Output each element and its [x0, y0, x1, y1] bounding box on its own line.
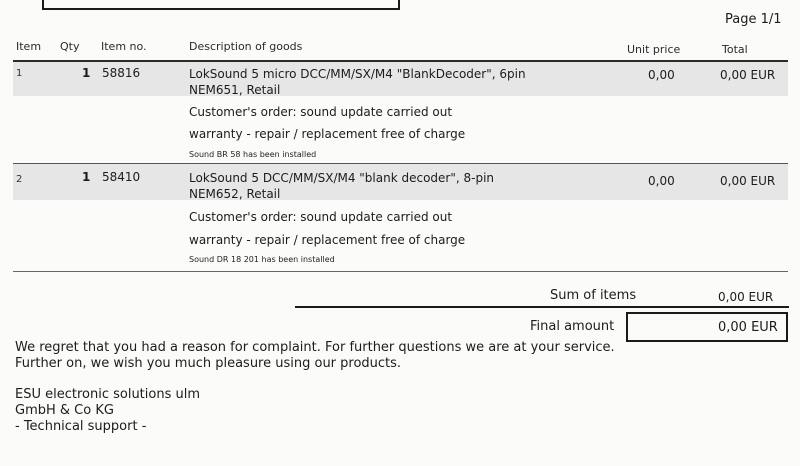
row-1-sound-note: Sound BR 58 has been installed — [189, 150, 317, 159]
row-2-unit-price: 0,00 — [648, 174, 675, 188]
row-separator — [13, 163, 788, 164]
sum-of-items-value: 0,00 EUR — [718, 290, 774, 304]
row-1-warranty: warranty - repair / replacement free of charge — [189, 127, 466, 141]
closing-message-line-1: We regret that you had a reason for complaint. For further questions we are at your service. — [15, 340, 615, 355]
final-amount-label: Final amount — [530, 319, 615, 334]
signature-company-line-1: ESU electronic solutions ulm — [15, 387, 201, 402]
address-box-bottom-edge — [42, 0, 400, 10]
signature-company-line-2: GmbH & Co KG — [15, 403, 114, 418]
header-item: Item — [16, 40, 42, 53]
row-1-qty: 1 — [82, 66, 91, 80]
row-2-warranty: warranty - repair / replacement free of charge — [189, 233, 466, 247]
header-qty: Qty — [60, 40, 80, 53]
row-2-item: 2 — [16, 174, 23, 185]
row-1-order-note: Customer's order: sound update carried out — [189, 105, 453, 119]
header-item-no: Item no. — [101, 40, 147, 53]
row-2-description: LokSound 5 DCC/MM/SX/M4 "blank decoder", 8-pin NEM652, Retail — [189, 171, 495, 201]
signature-department: - Technical support - — [15, 419, 147, 434]
header-unit-price: Unit price — [627, 43, 681, 56]
totals-rule — [295, 306, 789, 308]
row-1-item-no: 58816 — [102, 66, 141, 80]
row-2-total: 0,00 EUR — [720, 174, 776, 188]
sum-of-items-label: Sum of items — [550, 288, 637, 303]
table-bottom-rule — [13, 271, 788, 272]
row-1-total: 0,00 EUR — [720, 68, 776, 82]
row-1-item: 1 — [16, 68, 23, 79]
row-2-item-no: 58410 — [102, 170, 141, 184]
row-2-sound-note: Sound DR 18 201 has been installed — [189, 255, 335, 264]
page-number: Page 1/1 — [725, 12, 782, 27]
closing-message-line-2: Further on, we wish you much pleasure using our products. — [15, 356, 402, 371]
row-1-unit-price: 0,00 — [648, 68, 675, 82]
row-2-qty: 1 — [82, 170, 91, 184]
row-2-order-note: Customer's order: sound update carried out — [189, 210, 453, 224]
header-rule — [13, 60, 788, 62]
header-description: Description of goods — [189, 40, 303, 53]
row-1-description: LokSound 5 micro DCC/MM/SX/M4 "BlankDecoder", 6pin NEM651, Retail — [189, 67, 526, 97]
header-total: Total — [722, 43, 748, 56]
final-amount-value: 0,00 EUR — [718, 320, 778, 335]
